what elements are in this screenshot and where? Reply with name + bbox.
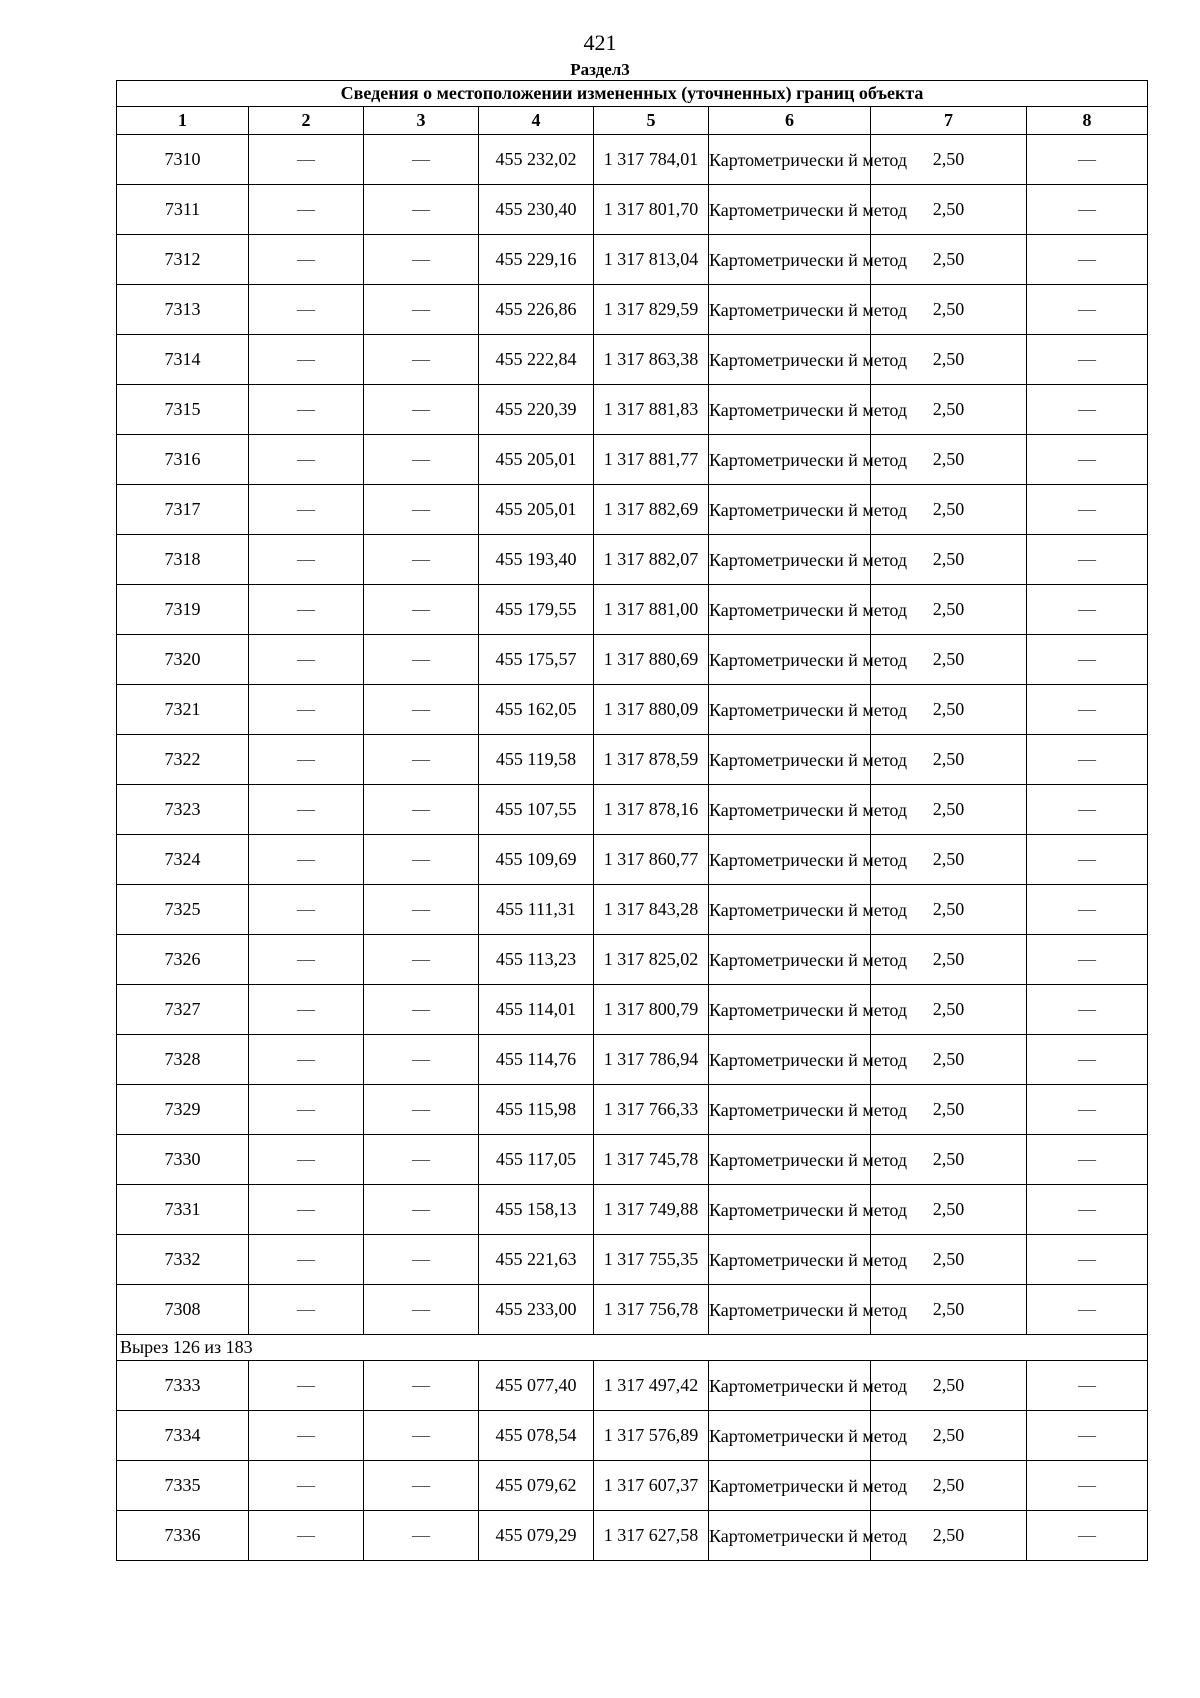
table-cell: —	[1027, 885, 1148, 935]
table-cell: 7311	[117, 185, 249, 235]
table-cell: 2,50	[871, 1235, 1027, 1285]
table-cell: —	[1027, 935, 1148, 985]
table-cell: —	[1027, 335, 1148, 385]
table-row	[117, 535, 1148, 585]
table-cell: —	[1027, 635, 1148, 685]
table-cell: 7320	[117, 635, 249, 685]
table-cell: 2,50	[871, 635, 1027, 685]
table-cell: Картометрически й метод	[709, 835, 871, 885]
table-row	[117, 235, 1148, 285]
table-cell: 2,50	[871, 1411, 1027, 1461]
table-cell: —	[364, 1185, 479, 1235]
table-cell: 1 317 766,33	[594, 1085, 709, 1135]
table-cell: —	[364, 1285, 479, 1335]
table-cell: 2,50	[871, 785, 1027, 835]
column-header: 4	[479, 107, 594, 135]
table-cell: 1 317 843,28	[594, 885, 709, 935]
column-header: 8	[1027, 107, 1148, 135]
table-cell: 455 233,00	[479, 1285, 594, 1335]
table-row	[117, 1235, 1148, 1285]
table-cell: 7313	[117, 285, 249, 335]
table-cell: 1 317 627,58	[594, 1511, 709, 1561]
table-cell: —	[1027, 485, 1148, 535]
table-cell: 2,50	[871, 735, 1027, 785]
table-cell: —	[249, 1411, 364, 1461]
table-cell: —	[249, 835, 364, 885]
table-cell: —	[364, 835, 479, 885]
table-cell: —	[364, 535, 479, 585]
table-cell: —	[1027, 1361, 1148, 1411]
table-row	[117, 185, 1148, 235]
section-label: Вырез 126 из 183	[117, 1335, 1148, 1361]
table-cell: 455 117,05	[479, 1135, 594, 1185]
table-cell: —	[1027, 435, 1148, 485]
table-cell: —	[364, 1411, 479, 1461]
table-cell: 7319	[117, 585, 249, 635]
table-row	[117, 935, 1148, 985]
table-cell: 1 317 860,77	[594, 835, 709, 885]
table-cell: 7317	[117, 485, 249, 535]
table-cell: 1 317 497,42	[594, 1361, 709, 1411]
table-cell: 1 317 880,09	[594, 685, 709, 735]
table-cell: 1 317 755,35	[594, 1235, 709, 1285]
table-cell: 1 317 756,78	[594, 1285, 709, 1335]
table-cell: 455 113,23	[479, 935, 594, 985]
column-header: 7	[871, 107, 1027, 135]
table-cell: Картометрически й метод	[709, 185, 871, 235]
table-cell: —	[1027, 835, 1148, 885]
table-cell: 7321	[117, 685, 249, 735]
table-cell: —	[249, 335, 364, 385]
table-cell: Картометрически й метод	[709, 1135, 871, 1185]
table-cell: 7318	[117, 535, 249, 585]
table-cell: 1 317 881,00	[594, 585, 709, 635]
coordinates-table	[116, 80, 1148, 1561]
table-cell: 455 107,55	[479, 785, 594, 835]
table-cell: —	[1027, 785, 1148, 835]
table-row	[117, 635, 1148, 685]
column-header: 2	[249, 107, 364, 135]
table-row	[117, 1035, 1148, 1085]
table-row	[117, 585, 1148, 635]
table-cell: 455 232,02	[479, 135, 594, 185]
table-cell: —	[1027, 535, 1148, 585]
column-header-row	[117, 107, 1148, 135]
table-cell: 455 230,40	[479, 185, 594, 235]
table-cell: Картометрически й метод	[709, 1461, 871, 1511]
table-cell: 455 179,55	[479, 585, 594, 635]
table-cell: 2,50	[871, 335, 1027, 385]
table-cell: 2,50	[871, 835, 1027, 885]
table-cell: 2,50	[871, 485, 1027, 535]
table-row	[117, 785, 1148, 835]
table-cell: 2,50	[871, 685, 1027, 735]
table-cell: Картометрически й метод	[709, 335, 871, 385]
table-cell: —	[249, 535, 364, 585]
table-row	[117, 735, 1148, 785]
table-cell: 7322	[117, 735, 249, 785]
table-cell: 455 114,01	[479, 985, 594, 1035]
table-cell: 2,50	[871, 135, 1027, 185]
table-row	[117, 135, 1148, 185]
table-cell: —	[249, 685, 364, 735]
table-cell: 455 205,01	[479, 435, 594, 485]
section-title: Раздел3	[570, 60, 630, 79]
table-cell: —	[1027, 1411, 1148, 1461]
table-row	[117, 485, 1148, 535]
table-cell: 2,50	[871, 1285, 1027, 1335]
table-cell: Картометрически й метод	[709, 985, 871, 1035]
page-number: 421	[583, 30, 617, 55]
table-cell: —	[249, 185, 364, 235]
table-cell: —	[1027, 235, 1148, 285]
table-row	[117, 1511, 1148, 1561]
table-body-group-2	[117, 1361, 1148, 1561]
table-cell: —	[364, 435, 479, 485]
table-cell: Картометрически й метод	[709, 135, 871, 185]
table-cell: —	[249, 935, 364, 985]
table-cell: —	[364, 735, 479, 785]
table-cell: 1 317 863,38	[594, 335, 709, 385]
table-cell: 2,50	[871, 285, 1027, 335]
table-cell: 2,50	[871, 235, 1027, 285]
table-cell: 455 109,69	[479, 835, 594, 885]
table-cell: Картометрически й метод	[709, 1511, 871, 1561]
table-cell: 7316	[117, 435, 249, 485]
table-cell: 455 077,40	[479, 1361, 594, 1411]
table-cell: —	[249, 1361, 364, 1411]
table-cell: Картометрически й метод	[709, 685, 871, 735]
table-cell: 455 222,84	[479, 335, 594, 385]
table-cell: 455 205,01	[479, 485, 594, 535]
table-cell: —	[364, 1361, 479, 1411]
table-cell: 7315	[117, 385, 249, 435]
table-cell: 1 317 882,69	[594, 485, 709, 535]
table-cell: —	[1027, 585, 1148, 635]
table-cell: 7314	[117, 335, 249, 385]
table-cell: —	[249, 485, 364, 535]
column-header: 5	[594, 107, 709, 135]
table-cell: 1 317 800,79	[594, 985, 709, 1035]
table-cell: 2,50	[871, 1135, 1027, 1185]
table-cell: 455 193,40	[479, 535, 594, 585]
table-cell: 7336	[117, 1511, 249, 1561]
table-cell: —	[1027, 185, 1148, 235]
table-cell: 455 162,05	[479, 685, 594, 735]
table-cell: Картометрически й метод	[709, 1235, 871, 1285]
table-cell: 2,50	[871, 1461, 1027, 1511]
table-cell: 7330	[117, 1135, 249, 1185]
table-cell: —	[249, 1235, 364, 1285]
table-cell: 2,50	[871, 935, 1027, 985]
table-cell: 7325	[117, 885, 249, 935]
table-cell: —	[249, 1185, 364, 1235]
table-cell: 2,50	[871, 535, 1027, 585]
table-section-group	[117, 1335, 1148, 1361]
table-cell: 7323	[117, 785, 249, 835]
table-cell: 455 119,58	[479, 735, 594, 785]
table-cell: 1 317 749,88	[594, 1185, 709, 1235]
table-cell: 455 078,54	[479, 1411, 594, 1461]
table-cell: —	[1027, 385, 1148, 435]
table-cell: —	[1027, 1085, 1148, 1135]
table-cell: Картометрически й метод	[709, 435, 871, 485]
table-row	[117, 985, 1148, 1035]
table-cell: 1 317 878,16	[594, 785, 709, 835]
table-cell: Картометрически й метод	[709, 285, 871, 335]
table-cell: 455 226,86	[479, 285, 594, 335]
table-cell: 455 175,57	[479, 635, 594, 685]
table-row	[117, 1461, 1148, 1511]
table-cell: 1 317 745,78	[594, 1135, 709, 1185]
table-row	[117, 285, 1148, 335]
table-cell: —	[364, 1235, 479, 1285]
table-cell: —	[364, 585, 479, 635]
table-row	[117, 885, 1148, 935]
table-cell: 1 317 784,01	[594, 135, 709, 185]
table-cell: Картометрически й метод	[709, 1085, 871, 1135]
table-cell: —	[249, 885, 364, 935]
table-row	[117, 1135, 1148, 1185]
table-cell: —	[364, 485, 479, 535]
table-cell: 1 317 825,02	[594, 935, 709, 985]
table-row	[117, 1085, 1148, 1135]
table-cell: 2,50	[871, 435, 1027, 485]
table-cell: —	[364, 235, 479, 285]
table-cell: —	[249, 1135, 364, 1185]
table-cell: Картометрически й метод	[709, 1411, 871, 1461]
table-cell: 7333	[117, 1361, 249, 1411]
table-cell: 2,50	[871, 185, 1027, 235]
table-cell: —	[364, 1135, 479, 1185]
table-cell: 2,50	[871, 585, 1027, 635]
table-cell: 2,50	[871, 385, 1027, 435]
table-cell: 7328	[117, 1035, 249, 1085]
table-cell: —	[249, 1085, 364, 1135]
column-header: 3	[364, 107, 479, 135]
table-row	[117, 1285, 1148, 1335]
table-cell: Картометрически й метод	[709, 585, 871, 635]
table-cell: 2,50	[871, 1035, 1027, 1085]
table-cell: 2,50	[871, 985, 1027, 1035]
table-cell: 455 114,76	[479, 1035, 594, 1085]
table-cell: —	[364, 385, 479, 435]
table-cell: —	[364, 685, 479, 735]
table-cell: —	[1027, 985, 1148, 1035]
table-caption: Сведения о местоположении измененных (уточненных) границ объекта	[117, 81, 1148, 107]
table-cell: —	[364, 1035, 479, 1085]
table-cell: —	[249, 785, 364, 835]
table-cell: 1 317 878,59	[594, 735, 709, 785]
table-cell: —	[1027, 1135, 1148, 1185]
table-cell: —	[364, 935, 479, 985]
table-cell: Картометрически й метод	[709, 385, 871, 435]
table-row	[117, 335, 1148, 385]
table-cell: 455 111,31	[479, 885, 594, 935]
table-cell: —	[1027, 135, 1148, 185]
table-cell: —	[249, 135, 364, 185]
table-cell: 1 317 786,94	[594, 1035, 709, 1085]
table-cell: —	[364, 635, 479, 685]
table-cell: 7326	[117, 935, 249, 985]
table-cell: —	[249, 1035, 364, 1085]
table-cell: 7335	[117, 1461, 249, 1511]
table-cell: Картометрически й метод	[709, 785, 871, 835]
table-cell: —	[249, 1511, 364, 1561]
table-cell: 1 317 813,04	[594, 235, 709, 285]
table-cell: —	[364, 785, 479, 835]
table-cell: 1 317 880,69	[594, 635, 709, 685]
table-cell: —	[1027, 685, 1148, 735]
table-cell: 455 158,13	[479, 1185, 594, 1235]
section-label-row	[117, 1335, 1148, 1361]
table-row	[117, 1185, 1148, 1235]
table-cell: —	[364, 1461, 479, 1511]
table-cell: 7308	[117, 1285, 249, 1335]
table-cell: —	[1027, 735, 1148, 785]
table-cell: —	[249, 635, 364, 685]
table-cell: 455 220,39	[479, 385, 594, 435]
table-cell: Картометрически й метод	[709, 935, 871, 985]
table-cell: —	[364, 1085, 479, 1135]
table-cell: 1 317 881,83	[594, 385, 709, 435]
table-cell: 2,50	[871, 1511, 1027, 1561]
table-cell: 2,50	[871, 1361, 1027, 1411]
table-cell: Картометрически й метод	[709, 535, 871, 585]
column-header: 6	[709, 107, 871, 135]
table-cell: —	[1027, 1461, 1148, 1511]
table-cell: —	[1027, 1285, 1148, 1335]
table-cell: —	[249, 435, 364, 485]
table-cell: 2,50	[871, 1185, 1027, 1235]
table-cell: —	[364, 135, 479, 185]
table-cell: 7332	[117, 1235, 249, 1285]
table-body-group-1	[117, 135, 1148, 1335]
table-row	[117, 435, 1148, 485]
table-cell: Картометрически й метод	[709, 1185, 871, 1235]
table-cell: —	[249, 285, 364, 335]
table-cell: 455 229,16	[479, 235, 594, 285]
table-cell: 1 317 801,70	[594, 185, 709, 235]
table-cell: —	[249, 735, 364, 785]
table-cell: —	[249, 585, 364, 635]
table-cell: 455 079,62	[479, 1461, 594, 1511]
table-cell: 455 079,29	[479, 1511, 594, 1561]
table-cell: —	[1027, 1511, 1148, 1561]
table-cell: —	[364, 885, 479, 935]
table-cell: 7334	[117, 1411, 249, 1461]
table-cell: Картометрически й метод	[709, 1035, 871, 1085]
table-cell: 2,50	[871, 1085, 1027, 1135]
table-cell: 1 317 881,77	[594, 435, 709, 485]
table-cell: 7310	[117, 135, 249, 185]
table-cell: —	[1027, 1185, 1148, 1235]
table-cell: 1 317 607,37	[594, 1461, 709, 1511]
table-cell: Картометрически й метод	[709, 735, 871, 785]
table-cell: 1 317 829,59	[594, 285, 709, 335]
table-row	[117, 835, 1148, 885]
table-cell: —	[249, 1285, 364, 1335]
table-cell: —	[249, 985, 364, 1035]
table-cell: Картометрически й метод	[709, 885, 871, 935]
table-cell: —	[364, 985, 479, 1035]
table-row	[117, 685, 1148, 735]
table-cell: Картометрически й метод	[709, 635, 871, 685]
table-cell: —	[1027, 1035, 1148, 1085]
table-cell: Картометрически й метод	[709, 1361, 871, 1411]
table-cell: Картометрически й метод	[709, 235, 871, 285]
table-cell: —	[249, 235, 364, 285]
table-cell: Картометрически й метод	[709, 485, 871, 535]
table-cell: —	[1027, 285, 1148, 335]
table-cell: 7324	[117, 835, 249, 885]
table-cell: 7331	[117, 1185, 249, 1235]
table-cell: —	[249, 1461, 364, 1511]
table-cell: —	[364, 1511, 479, 1561]
table-cell: 2,50	[871, 885, 1027, 935]
table-caption-row	[117, 81, 1148, 107]
table-cell: Картометрически й метод	[709, 1285, 871, 1335]
table-cell: —	[1027, 1235, 1148, 1285]
table-cell: 455 221,63	[479, 1235, 594, 1285]
table-cell: —	[249, 385, 364, 435]
table-cell: 455 115,98	[479, 1085, 594, 1135]
table-cell: —	[364, 335, 479, 385]
table-cell: 7327	[117, 985, 249, 1035]
table-cell: 1 317 882,07	[594, 535, 709, 585]
table-cell: 1 317 576,89	[594, 1411, 709, 1461]
table-row	[117, 385, 1148, 435]
column-header: 1	[117, 107, 249, 135]
table-row	[117, 1411, 1148, 1461]
table-cell: 7329	[117, 1085, 249, 1135]
table-cell: 7312	[117, 235, 249, 285]
table-cell: —	[364, 285, 479, 335]
table-cell: —	[364, 185, 479, 235]
table-row	[117, 1361, 1148, 1411]
